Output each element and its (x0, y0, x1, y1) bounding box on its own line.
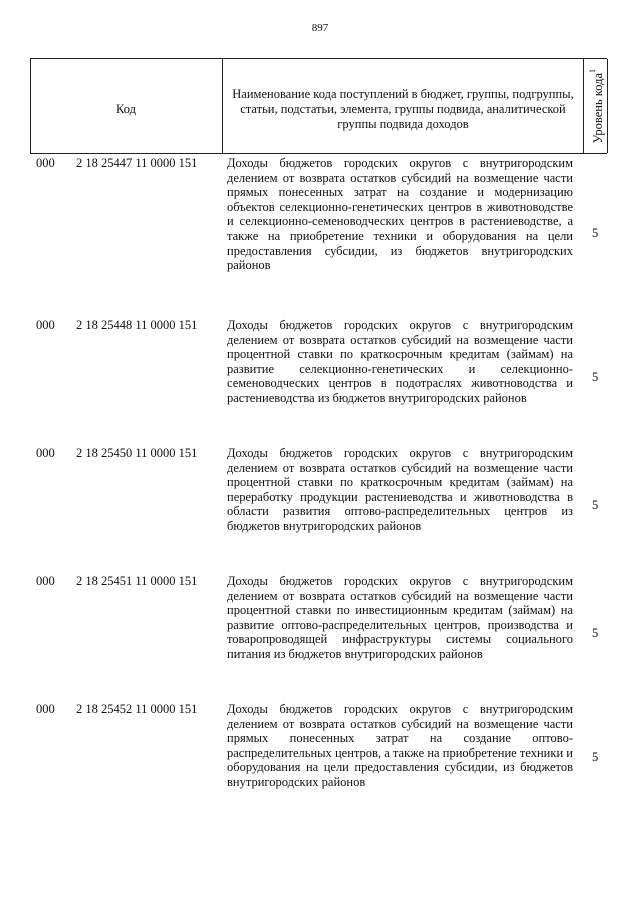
admin-code: 000 (36, 702, 55, 716)
header-code: Код (116, 101, 136, 116)
income-description: Доходы бюджетов городских округов с внутригородским делением от возврата остатков субсидий на возмещение части прямых понесенных затрат на создание оптово-распределительных центров, а также на приобретение техники и оборудования на цели предоставления субсидии, из бюджетов внутригородских районов (227, 702, 573, 789)
code-level: 5 (592, 750, 599, 764)
code-level: 5 (592, 498, 599, 512)
income-code: 2 18 25452 11 0000 151 (76, 702, 198, 716)
header-name: Наименование кода поступлений в бюджет, группы, подгруппы, статьи, подстатьи, элемента, группы подвида, аналитической группы подвида доходов (232, 86, 574, 131)
income-code: 2 18 25451 11 0000 151 (76, 574, 198, 588)
code-level: 5 (592, 626, 599, 640)
admin-code: 000 (36, 446, 55, 460)
code-level: 5 (592, 226, 599, 240)
income-description: Доходы бюджетов городских округов с внутригородским делением от возврата остатков субсидий на возмещение части процентной ставки по инвестиционным кредитам (займам) на развитие оптово-распределительных центров, производства и товаропроводящей инфраструктуры системы социального питания из бюджетов внутригородских районов (227, 574, 573, 661)
income-code: 2 18 25448 11 0000 151 (76, 318, 198, 332)
header-level-text (585, 69, 606, 143)
header-right-border (607, 59, 608, 153)
header-level-label: Уровень кода (591, 72, 606, 144)
income-description: Доходы бюджетов городских округов с внутригородским делением от возврата остатков субсидий на возмещение части процентной ставки по краткосрочным кредитам (займам) на переработку продукции растениеводства и животноводства в области развития оптово-распределительных центров из бюджетов внутригородских районов (227, 446, 573, 533)
income-description: Доходы бюджетов городских округов с внутригородским делением от возврата остатков субсидий на возмещение части процентной ставки по краткосрочным кредитам (займам) на развитие селекционно-генетических и селекционно-семеноводческих центров в подотраслях животноводства и растениеводства из бюджетов внутригородских районов (227, 318, 573, 405)
header-level-footnote: 1 (587, 68, 597, 73)
income-code: 2 18 25447 11 0000 151 (76, 156, 198, 170)
admin-code: 000 (36, 156, 55, 170)
page-number: 897 (311, 22, 329, 34)
header-level (584, 59, 607, 153)
code-level: 5 (592, 370, 599, 384)
income-code: 2 18 25450 11 0000 151 (76, 446, 198, 460)
admin-code: 000 (36, 318, 55, 332)
table-header (30, 58, 607, 154)
admin-code: 000 (36, 574, 55, 588)
income-description: Доходы бюджетов городских округов с внутригородским делением от возврата остатков субсидий на возмещение части прямых понесенных затрат на создание и модернизацию объектов селекционно-генетических центров в животноводстве и селекционно-семеноводческих центров в растениеводстве, а также на приобретение техники и оборудования на цели предоставления субсидии, из бюджетов внутригородских районов (227, 156, 573, 273)
